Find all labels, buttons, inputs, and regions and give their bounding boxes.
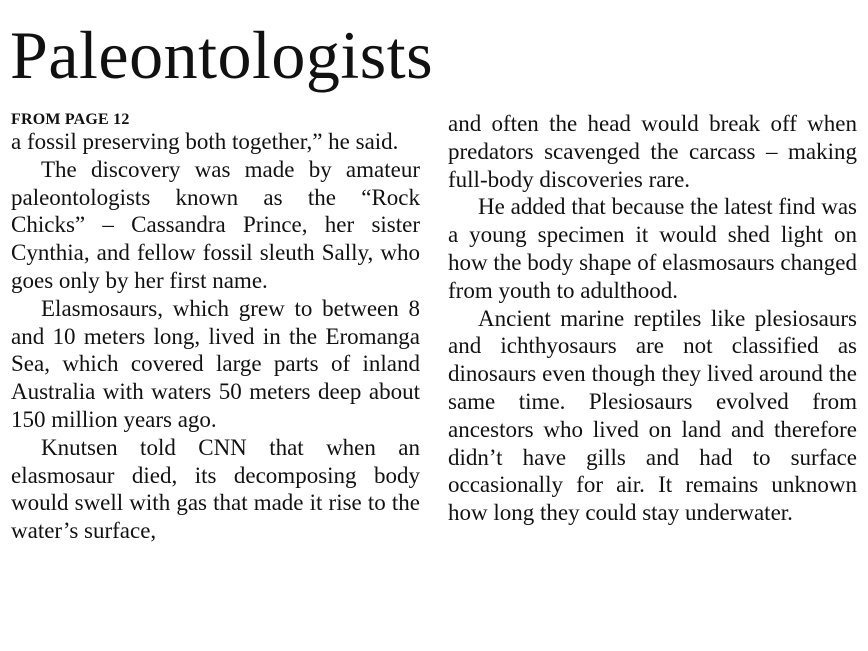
paragraph: The discovery was made by amateur paleontologists known as the “Rock Chicks” – Cassandra Prince, her sister Cynthia, and fellow fossil sleuth Sally, who goes only by her first name. (11, 156, 420, 293)
headline: Paleontologists (10, 17, 434, 93)
paragraph: and often the head would break off when predators scavenged the carcass – making full-body discoveries rare. (448, 111, 857, 192)
paragraph: Knutsen told CNN that when an elasmosaur died, its decomposing body would swell with gas that made it rise to the water’s surface, (11, 434, 420, 544)
paragraph: Ancient marine reptiles like plesiosaurs and ichthyosaurs are not classified as dinosaurs even though they lived around the same time. Plesiosaurs evolved from ancestors who lived on land and therefore didn’t have gills and had to surface occasionally for air. It remains unknown how long they could stay underwater. (448, 305, 857, 526)
paragraph: He added that because the latest find was a young specimen it would shed light on how the body shape of elasmosaurs changed from youth to adulthood. (448, 194, 857, 303)
paragraph: Elasmosaurs, which grew to between 8 and 10 meters long, lived in the Eromanga Sea, which covered large parts of inland Australia with waters 50 meters deep about 150 million years ago. (11, 295, 420, 432)
article-column-left (11, 110, 420, 545)
continuation-kicker: FROM PAGE 12 (11, 111, 130, 128)
article-column-right (448, 110, 857, 527)
paragraph: a fossil preserving both together,” he said. (11, 129, 399, 154)
